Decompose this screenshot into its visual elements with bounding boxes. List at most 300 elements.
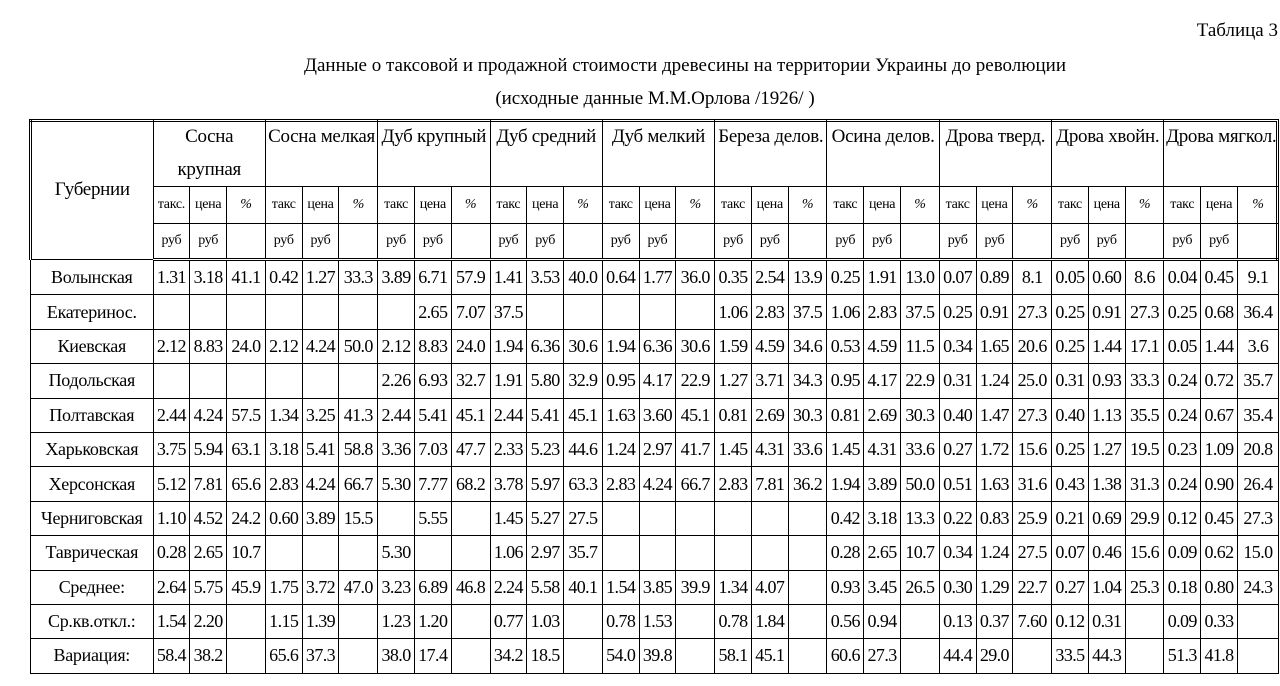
table-cell [339,536,378,570]
table-cell: 29.9 [1125,501,1164,535]
tax-subheader: такс [827,187,864,224]
table-cell: 1.59 [715,329,752,363]
table-cell [676,536,715,570]
table-cell: 0.72 [1201,364,1238,398]
table-cell: 45.1 [564,398,603,432]
table-cell [602,536,639,570]
table-cell: 2.83 [715,467,752,501]
table-cell [1125,639,1164,673]
table-cell: 0.05 [1164,329,1201,363]
table-cell: 1.45 [827,432,864,466]
table-cell: 10.7 [900,536,939,570]
table-cell: 65.6 [227,467,266,501]
table-cell: 3.6 [1237,329,1278,363]
group-header: Дрова тверд. [939,120,1051,187]
pct-subheader: % [339,187,378,224]
table-cell: 2.64 [153,570,190,604]
unit-empty [227,224,266,260]
table-cell: 5.97 [527,467,564,501]
pct-subheader: % [451,187,490,224]
table-cell: 34.2 [490,639,527,673]
unit-label: руб [715,224,752,260]
table-cell [451,639,490,673]
table-cell: 7.77 [414,467,451,501]
table-cell: 2.26 [378,364,415,398]
table-cell: 66.7 [676,467,715,501]
table-cell: 0.07 [1052,536,1089,570]
row-label: Херсонская [31,467,154,501]
table-cell: 1.23 [378,604,415,638]
table-cell: 0.81 [715,398,752,432]
table-cell: 2.65 [190,536,227,570]
table-cell [190,295,227,329]
table-cell: 35.7 [1237,364,1278,398]
table-cell: 1.54 [153,604,190,638]
table-cell: 58.8 [339,432,378,466]
table-cell: 4.24 [302,467,339,501]
table-cell: 0.31 [1088,604,1125,638]
table-cell: 2.24 [490,570,527,604]
table-cell: 22.7 [1013,570,1052,604]
table-cell [788,501,827,535]
unit-empty [1013,224,1052,260]
table-cell: 50.0 [339,329,378,363]
table-cell: 1.44 [1088,329,1125,363]
unit-label: руб [1164,224,1201,260]
table-cell: 50.0 [900,467,939,501]
unit-label: руб [1052,224,1089,260]
table-cell: 19.5 [1125,432,1164,466]
row-label: Среднее: [31,570,154,604]
price-subheader: цена [1201,187,1238,224]
table-cell [564,604,603,638]
table-cell: 0.07 [939,260,976,295]
table-cell: 3.53 [527,260,564,295]
table-row [31,536,1279,570]
table-cell: 1.20 [414,604,451,638]
table-cell: 20.6 [1013,329,1052,363]
table-cell: 57.5 [227,398,266,432]
table-cell: 1.31 [153,260,190,295]
table-cell: 2.69 [751,398,788,432]
tax-subheader: такс [1052,187,1089,224]
table-cell: 65.6 [265,639,302,673]
table-cell: 1.34 [265,398,302,432]
table-cell: 0.27 [1052,570,1089,604]
table-cell: 47.0 [339,570,378,604]
table-cell [227,604,266,638]
table-cell: 1.72 [976,432,1013,466]
tax-subheader: такс [265,187,302,224]
table-cell: 3.18 [265,432,302,466]
table-cell: 6.36 [527,329,564,363]
table-cell: 2.83 [602,467,639,501]
table-cell: 0.69 [1088,501,1125,535]
table-cell: 36.0 [676,260,715,295]
table-cell: 8.6 [1125,260,1164,295]
unit-empty [564,224,603,260]
table-cell: 4.17 [639,364,676,398]
table-cell: 37.3 [302,639,339,673]
table-cell: 39.8 [639,639,676,673]
table-cell: 4.59 [864,329,901,363]
table-cell: 18.5 [527,639,564,673]
table-cell: 6.71 [414,260,451,295]
table-cell: 0.09 [1164,604,1201,638]
table-cell: 35.4 [1237,398,1278,432]
table-cell: 30.3 [788,398,827,432]
table-cell [715,501,752,535]
price-subheader: цена [1088,187,1125,224]
table-cell [639,536,676,570]
table-cell: 2.44 [153,398,190,432]
table-cell: 45.1 [676,398,715,432]
row-label: Киевская [31,329,154,363]
table-cell: 0.78 [715,604,752,638]
table-cell: 4.24 [639,467,676,501]
table-cell: 0.23 [1164,432,1201,466]
table-cell: 25.3 [1125,570,1164,604]
table-cell [900,604,939,638]
table-cell: 0.28 [827,536,864,570]
table-row [31,639,1279,673]
table-cell: 3.89 [378,260,415,295]
table-cell [676,604,715,638]
unit-label: руб [602,224,639,260]
table-cell: 3.36 [378,432,415,466]
table-cell: 0.34 [939,329,976,363]
table-cell [1013,639,1052,673]
row-label: Харьковская [31,432,154,466]
table-cell: 1.44 [1201,329,1238,363]
table-cell [227,295,266,329]
table-cell: 8.83 [190,329,227,363]
table-cell: 0.68 [1201,295,1238,329]
row-header: Губернии [31,120,154,260]
pct-subheader: % [676,187,715,224]
group-header: Дуб средний [490,120,602,187]
table-cell: 1.84 [751,604,788,638]
price-subheader: цена [639,187,676,224]
table-cell: 4.31 [751,432,788,466]
table-cell: 37.5 [788,295,827,329]
table-cell: 1.94 [827,467,864,501]
row-label: Волынская [31,260,154,295]
table-cell: 27.3 [1013,295,1052,329]
pct-subheader: % [1013,187,1052,224]
table-cell: 0.60 [265,501,302,535]
table-cell [265,536,302,570]
table-cell: 3.89 [302,501,339,535]
table-cell [788,604,827,638]
table-cell: 1.24 [976,536,1013,570]
table-cell: 22.9 [900,364,939,398]
table-cell: 0.40 [1052,398,1089,432]
tax-subheader: такс [715,187,752,224]
group-header: Сосна крупная [153,120,265,187]
table-cell [639,295,676,329]
table-cell [451,501,490,535]
table-cell [153,295,190,329]
table-cell [153,364,190,398]
table-cell: 54.0 [602,639,639,673]
table-cell: 2.83 [265,467,302,501]
group-header: Осина делов. [827,120,939,187]
table-cell: 27.3 [1237,501,1278,535]
table-cell [527,295,564,329]
table-cell [339,604,378,638]
table-cell: 0.28 [153,536,190,570]
table-cell: 15.0 [1237,536,1278,570]
pct-subheader: % [564,187,603,224]
table-cell: 40.0 [564,260,603,295]
table-cell: 38.0 [378,639,415,673]
group-header: Дуб крупный [378,120,490,187]
table-cell: 5.75 [190,570,227,604]
price-subheader: цена [527,187,564,224]
table-cell: 2.33 [490,432,527,466]
tax-subheader: такс [1164,187,1201,224]
table-cell: 7.07 [451,295,490,329]
table-cell: 46.8 [451,570,490,604]
table-cell: 0.93 [827,570,864,604]
table-cell [564,295,603,329]
table-cell: 37.5 [900,295,939,329]
table-cell: 1.63 [976,467,1013,501]
table-cell: 1.94 [490,329,527,363]
table-cell [676,639,715,673]
table-cell: 0.51 [939,467,976,501]
table-cell: 3.45 [864,570,901,604]
table-cell: 41.1 [227,260,266,295]
table-cell: 60.6 [827,639,864,673]
price-subheader: цена [864,187,901,224]
unit-label: руб [265,224,302,260]
table-cell: 0.67 [1201,398,1238,432]
table-cell: 3.75 [153,432,190,466]
table-cell: 8.1 [1013,260,1052,295]
table-cell: 0.31 [1052,364,1089,398]
table-cell: 25.0 [1013,364,1052,398]
table-cell: 0.25 [1052,432,1089,466]
table-cell: 0.40 [939,398,976,432]
pct-subheader: % [1125,187,1164,224]
table-cell: 24.3 [1237,570,1278,604]
unit-empty [1125,224,1164,260]
table-row [31,432,1279,466]
table-number: Таблица 3 [1196,20,1278,41]
table-cell [788,570,827,604]
table-cell: 30.3 [900,398,939,432]
table-cell: 0.77 [490,604,527,638]
table-cell: 3.23 [378,570,415,604]
price-subheader: цена [976,187,1013,224]
table-cell: 0.25 [1052,329,1089,363]
table-cell: 45.1 [751,639,788,673]
row-label: Полтавская [31,398,154,432]
table-cell: 1.45 [490,501,527,535]
table-cell: 13.0 [900,260,939,295]
table-cell [639,501,676,535]
table-cell: 1.53 [639,604,676,638]
table-cell: 17.1 [1125,329,1164,363]
table-cell: 2.65 [864,536,901,570]
unit-empty [339,224,378,260]
group-header: Дрова хвойн. [1052,120,1164,187]
table-cell: 5.30 [378,536,415,570]
table-cell: 0.42 [827,501,864,535]
table-cell: 40.1 [564,570,603,604]
tax-subheader: такс [378,187,415,224]
table-cell: 30.6 [564,329,603,363]
table-cell: 3.71 [751,364,788,398]
table-cell: 4.24 [302,329,339,363]
table-cell: 31.3 [1125,467,1164,501]
table-cell: 3.18 [864,501,901,535]
table-cell: 1.39 [302,604,339,638]
table-cell: 1.24 [976,364,1013,398]
table-cell: 30.6 [676,329,715,363]
pct-subheader: % [788,187,827,224]
table-cell: 31.6 [1013,467,1052,501]
table-cell: 1.27 [1088,432,1125,466]
table-cell [190,364,227,398]
tax-subheader: такс. [153,187,190,224]
table-cell: 15.5 [339,501,378,535]
table-cell: 33.3 [1125,364,1164,398]
table-cell: 29.0 [976,639,1013,673]
table-cell: 1.38 [1088,467,1125,501]
table-cell: 0.34 [939,536,976,570]
table-cell: 57.9 [451,260,490,295]
table-cell [339,295,378,329]
table-cell: 27.3 [1013,398,1052,432]
table-cell: 7.81 [190,467,227,501]
table-cell: 9.1 [1237,260,1278,295]
table-cell: 5.41 [414,398,451,432]
table-cell [414,536,451,570]
data-table [29,119,1279,674]
table-cell [676,501,715,535]
table-cell: 44.4 [939,639,976,673]
table-cell: 13.3 [900,501,939,535]
table-cell [715,536,752,570]
table-cell: 41.3 [339,398,378,432]
table-cell: 17.4 [414,639,451,673]
table-cell: 2.44 [490,398,527,432]
table-cell: 1.91 [864,260,901,295]
table-cell [788,639,827,673]
unit-label: руб [827,224,864,260]
table-cell [451,604,490,638]
table-cell [900,639,939,673]
table-cell: 2.65 [414,295,451,329]
table-cell: 0.31 [939,364,976,398]
table-cell: 41.7 [676,432,715,466]
table-cell: 0.91 [976,295,1013,329]
table-cell: 32.7 [451,364,490,398]
table-cell: 0.93 [1088,364,1125,398]
table-cell: 3.85 [639,570,676,604]
unit-empty [900,224,939,260]
table-cell: 24.0 [227,329,266,363]
table-cell: 27.5 [1013,536,1052,570]
unit-label: руб [153,224,190,260]
table-row [31,570,1279,604]
table-cell: 0.80 [1201,570,1238,604]
price-subheader: цена [751,187,788,224]
table-cell: 2.44 [378,398,415,432]
table-cell [302,364,339,398]
table-cell [302,295,339,329]
table-cell: 33.3 [339,260,378,295]
table-cell: 1.10 [153,501,190,535]
table-cell: 44.6 [564,432,603,466]
table-cell: 25.9 [1013,501,1052,535]
table-cell: 4.52 [190,501,227,535]
table-cell: 0.53 [827,329,864,363]
table-cell: 33.6 [900,432,939,466]
table-cell: 1.34 [715,570,752,604]
table-cell: 2.83 [751,295,788,329]
unit-label: руб [751,224,788,260]
table-cell [378,295,415,329]
table-cell: 0.90 [1201,467,1238,501]
table-cell: 1.54 [602,570,639,604]
group-header: Береза делов. [715,120,827,187]
price-subheader: цена [190,187,227,224]
table-cell: 2.69 [864,398,901,432]
table-cell: 0.37 [976,604,1013,638]
table-cell: 4.17 [864,364,901,398]
pct-subheader: % [1237,187,1278,224]
table-cell: 3.72 [302,570,339,604]
table-cell: 1.91 [490,364,527,398]
table-cell: 41.8 [1201,639,1238,673]
table-cell [302,536,339,570]
table-cell [788,536,827,570]
unit-empty [1237,224,1278,260]
table-cell: 38.2 [190,639,227,673]
table-cell: 1.47 [976,398,1013,432]
table-title: Данные о таксовой и продажной стоимости древесины на территории Украины до революции [304,55,1066,76]
table-cell: 33.5 [1052,639,1089,673]
table-cell: 47.7 [451,432,490,466]
table-cell [227,364,266,398]
table-cell [1237,639,1278,673]
table-cell: 26.4 [1237,467,1278,501]
table-cell: 0.64 [602,260,639,295]
unit-empty [451,224,490,260]
table-cell: 1.06 [490,536,527,570]
table-cell: 4.31 [864,432,901,466]
table-cell: 36.4 [1237,295,1278,329]
table-cell: 1.63 [602,398,639,432]
table-cell: 24.0 [451,329,490,363]
table-cell [1237,604,1278,638]
table-row [31,364,1279,398]
pct-subheader: % [227,187,266,224]
table-cell: 0.21 [1052,501,1089,535]
table-cell: 0.12 [1164,501,1201,535]
table-cell [602,295,639,329]
table-cell: 2.20 [190,604,227,638]
table-cell: 7.60 [1013,604,1052,638]
table-cell: 0.30 [939,570,976,604]
tax-subheader: такс [602,187,639,224]
table-cell: 24.2 [227,501,266,535]
table-cell [378,501,415,535]
